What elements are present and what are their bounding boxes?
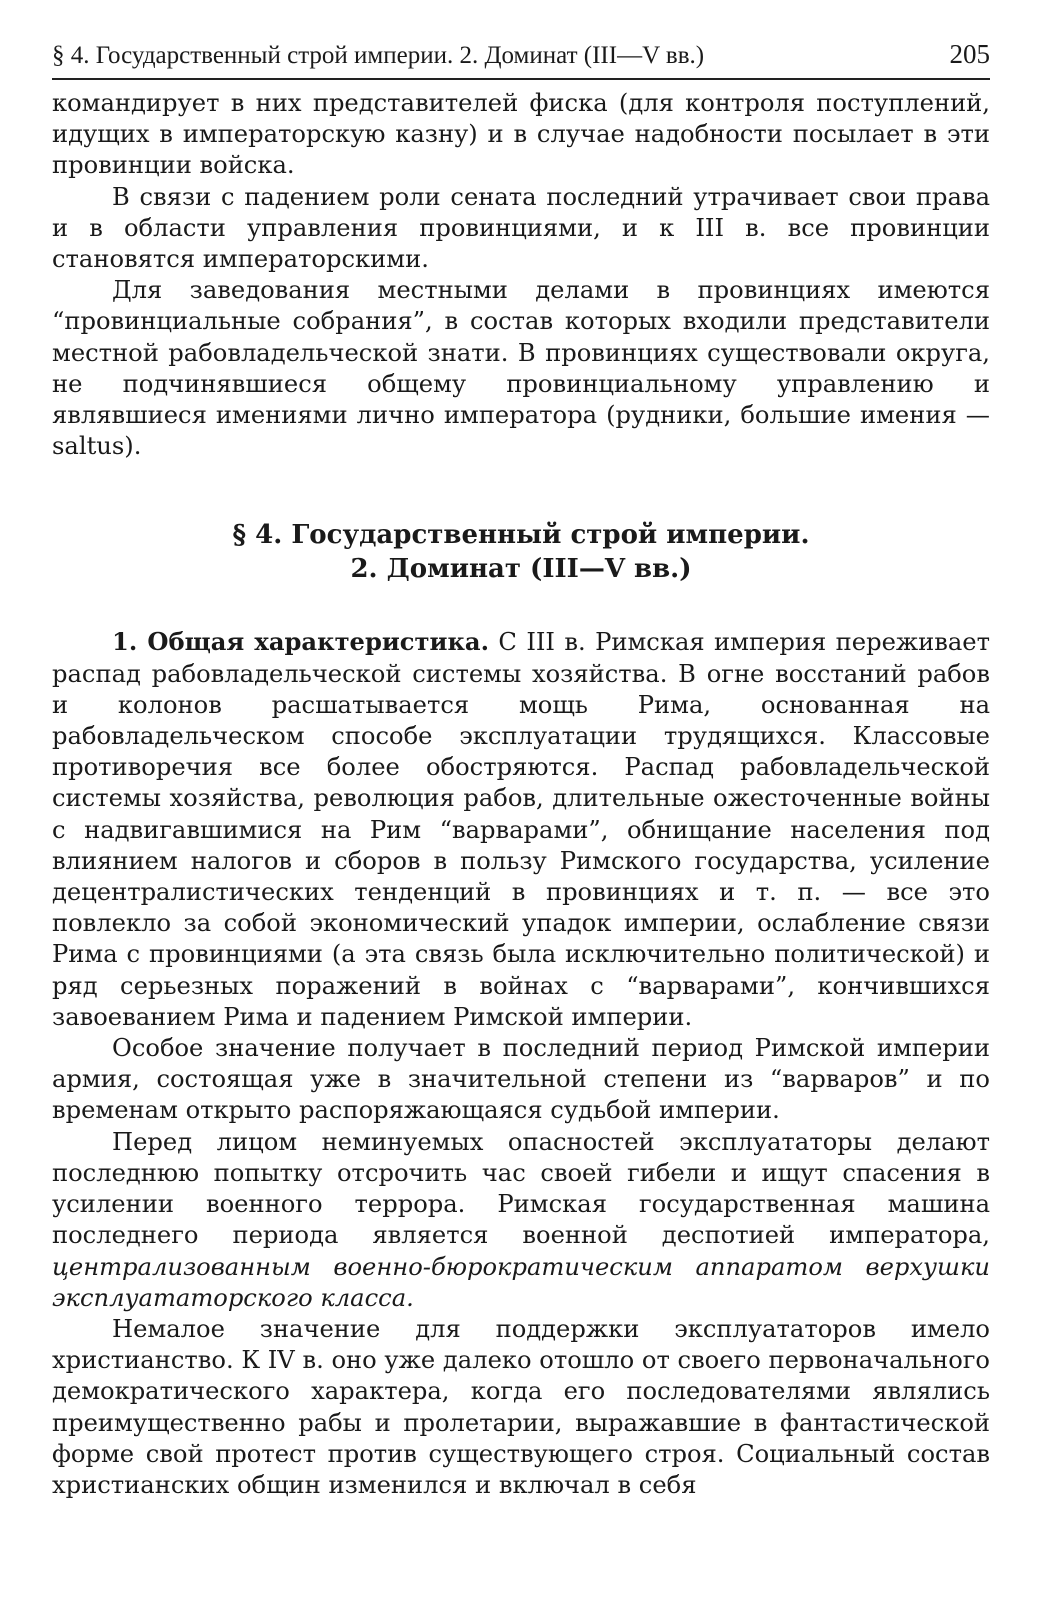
paragraph (52, 626, 990, 1033)
page-number: 205 (949, 39, 990, 69)
paragraph: В связи с падением роли сената последний утрачивает свои права и в области управления провинциями, и к III в. все провинции становятся императорскими. (52, 182, 990, 274)
subsection-heading: 1. Общая характеристика. (112, 627, 490, 657)
emphasized-text: централизованным военно-бюрократическим аппаратом верхушки эксплуататорского класса. (52, 1252, 990, 1312)
section-heading-line: 2. Доминат (III—V вв.) (350, 554, 692, 585)
paragraph-text: Перед лицом неминуемых опасностей эксплуататоры делают последнюю попытку отсрочить час своей гибели и ищут спасения в усилении военного террора. Римская государственная машина последнего периода является военной деспотией императора, (52, 1127, 990, 1250)
paragraph: командирует в них представителей фиска (для контроля поступлений, идущих в императорскую казну) и в случае надобности посылает в эти провинции войска. (52, 89, 990, 180)
page (52, 38, 990, 1501)
continuation-text (52, 88, 990, 462)
paragraph: Для заведования местными делами в провинциях имеются “провинциальные собрания”, в состав которых входили представители местной рабовладельческой знати. В провинциях существовали округа, не подчинявшиеся общему провинциальному управлению и являвшиеся имениями лично императора (рудники, большие имения — saltus). (52, 276, 990, 461)
paragraph: Немалое значение для поддержки эксплуататоров имело христианство. К IV в. оно уже далеко отошло от своего первоначального демократического характера, когда его последователями являлись преимущественно рабы и пролетарии, выражавшие в фантастической форме свой протест против существующего строя. Социальный состав христианских общин изменился и включал в себя (52, 1314, 990, 1499)
paragraph: Особое значение получает в последний период Римской империи армия, состоящая уже в значительной степени из “варваров” и по временам открыто распоряжающаяся судьбой империи. (52, 1034, 990, 1125)
paragraph-text: С III в. Римская империя переживает распад рабовладельческой системы хозяйства. В огне восстаний рабов и колонов расшатывается мощь Рима, основанная на рабовладельческом способе эксплуатации трудящихся. Классовые противоречия все более обостряются. Распад рабовладельческой системы хозяйства, революция рабов, длительные ожесточенные войны с надвигавшимися на Рим “варварами”, обнищание населения под влиянием налогов и сборов в пользу Римского государства, усиление децентралистических тенденций в провинциях и т. п. — все это повлекло за собой экономический упадок империи, ослабление связи Рима с провинциями (а эта связь была исключительно политической) и ряд серьезных поражений в войнах с “варварами”, кончившихся завоеванием Рима и падением Римской империи. (52, 628, 990, 1031)
running-header (52, 38, 990, 80)
section-heading (52, 518, 990, 586)
section-heading-line: § 4. Государственный строй империи. (232, 520, 810, 551)
section-text (52, 626, 990, 1501)
paragraph (52, 1127, 990, 1314)
running-title: § 4. Государственный строй империи. 2. Доминат (III—V вв.) (52, 42, 705, 69)
